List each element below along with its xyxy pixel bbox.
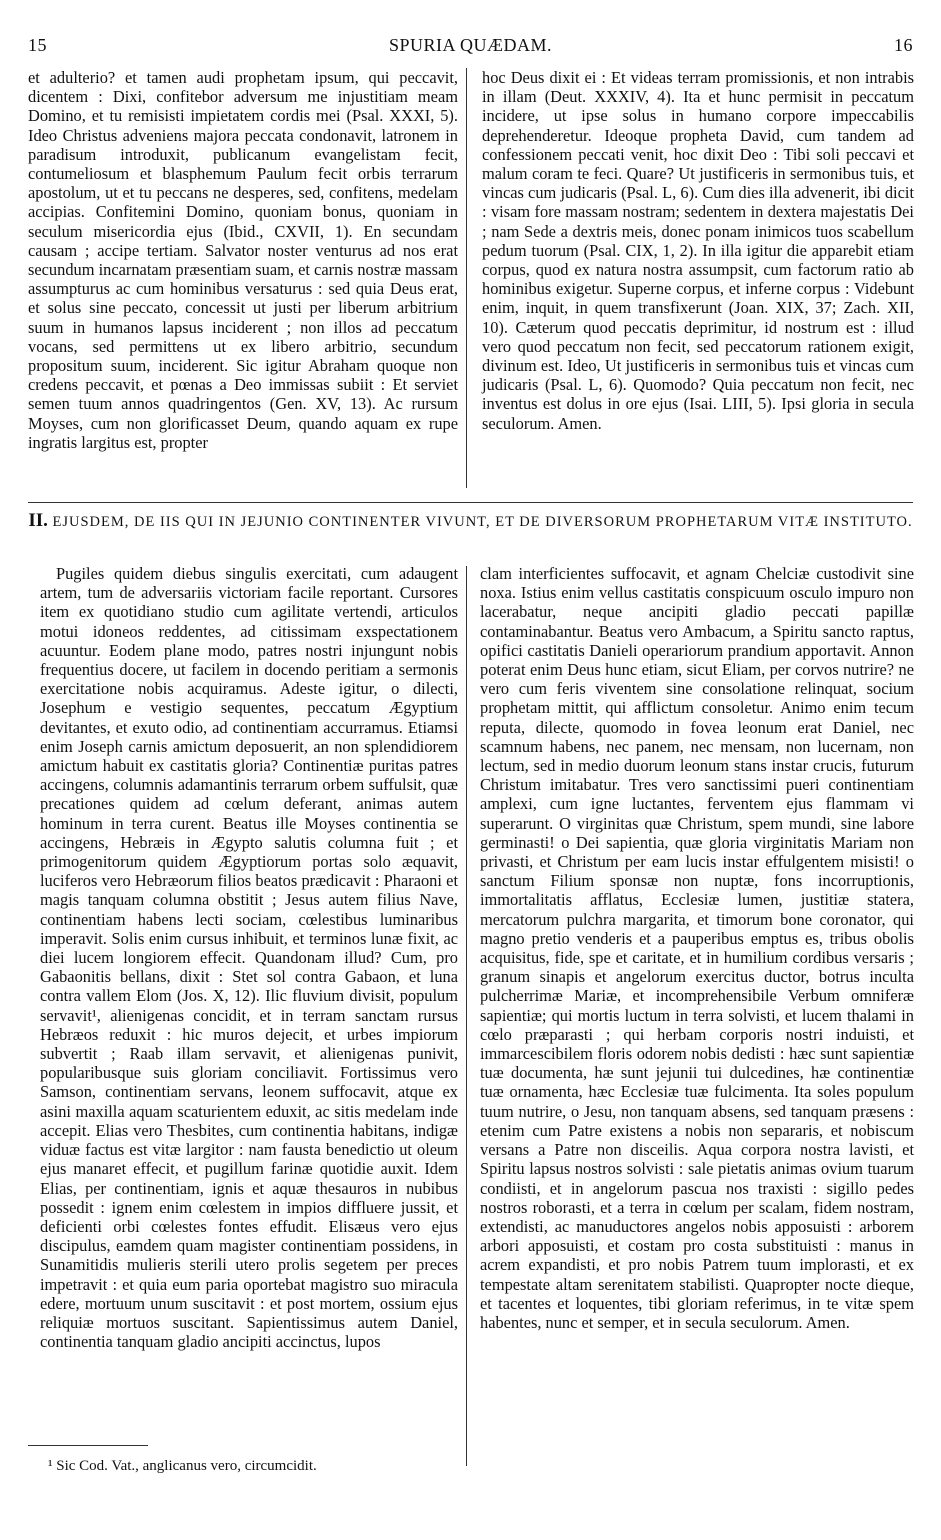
- column-1: [28, 68, 458, 452]
- column-divider-top: [466, 68, 467, 488]
- running-title: SPURIA QUÆDAM.: [388, 35, 553, 55]
- column-1-text: et adulterio? et tamen audi prophetam ipsum, qui peccavit, dicentem : Dixi, confitebor adversum me injustitiam meam Domino, et tu remisisti impietatem cordis mei (Psal. XXXI, 5). Ideo Christus adveniens majora peccata condonavit, latronem in paradisum introduxit, publicanum evangelistam fecit, contumeliosum et blasphemum Paulum fecit orbis terrarum apostolum, ut et tu peccans ne desperes, sed, confitens, medelam accipias. Confitemini Domino, quoniam bonus, quoniam in seculum misericordia ejus (Ibid., CXVII, 1). En secundam causam ; accipe tertiam. Salvator noster venturus ad nos erat secundum incarnatam præsentiam suam, et carnis nostræ massam assumpturus ac cum hominibus versaturus : sed quia Deus erat, et solus sine peccato, concessit ut justi per liberum arbitrium suum in humanos lapsus inciderent ; non illos ad peccatum vocans, sed permittens ut ex libero arbitrio, secundum propositum suum, inciderent. Sic igitur Abraham quoque non credens peccavit, et pœnas a Deo immissas subiit : Et serviet semen tuum annos quadringentos (Gen. XV, 13). Ac rursum Moyses, cum non glorificasset Deum, quando aquam ex rupe ingratis largitus est, propter: [28, 68, 458, 452]
- column-4-text: clam interficientes suffocavit, et agnam Chelciæ custodivit sine noxa. Istius enim vellus castitatis conspicuum osculo impuro non lacerabatur, neque ancipiti gladio peccati papillæ contaminabantur. Beatus vero Ambacum, a Spiritu sancto raptus, opifici castitatis Danieli operariorum prandium apportavit. Annon poterat enim Deus hunc etiam, sicut Eliam, per corvos nutrire? ne vero cum feris viventem sine consolatione relinquat, socium prophetam mittit, qui afflictum consoletur. Animo enim tecum reputa, dilecte, quomodo in fovea leonum erat Daniel, nec scamnum habens, nec panem, nec mensam, non lucernam, non lectum, sed in medio duorum leonum stans instar crucis, futurum Christum imitabatur. Tres vero sanctissimi pueri continentiam amplexi, cum igne luctantes, ferventem ejus flammam vi superarunt. O virginitas quæ Christum, spem mundi, sine labore germinasti! o Dei sapientia, quæ gloria virginitatis Mariam non privasti, et Christum per eam lucis instar effulgentem misisti! o sanctum Filium sponsæ non nuptæ, fons incorruptionis, immortalitatis afflatus, Ecclesiæ lumen, justitiæ statera, mercatorum pulchra margarita, et timorum bone coronator, qui magno pretio venderis et a pauperibus emptus es, tribus obolis acquisitus, fide, spe et caritate, et in humilium cordibus versaris ; granum sinapis et angelorum exercitus ductor, botrus inculta pulcherrimæ Mariæ, et incomprehensibile Verbum omniferæ sapientiæ; qui mortis luctum in terra solvisti, et lucem thalami in cœlo præparasti ; qui herbam corporis nostri induisti, et immarcescibilem floris odorem nobis dedisti : hæc sunt sapientiæ tuæ documenta, hæ sunt jejunii tui dulcedines, hæ continentiæ tuæ ornamenta, hæc Ecclesiæ tuæ fulcimenta. Ita soles populum tuum nutrire, o Jesu, non tanquam absens, sed tanquam præsens : etenim cum Patre existens a nobis non separaris, et nobiscum versans a Patre non disceilis. Aqua corpora nostra lavisti, et Spiritu lapsus nostros solvisti : sale pietatis animas ovium tuarum condiisti, et in angelorum pascua nos traxisti : sigillo pedes nostros roborasti, et a terra in cœlum per scalam, fidem nostram, extendisti, ac manuductores angelos nobis apposuisti : arborem arbori apposuisti, et costam pro costa substituisti : manus in acrem expandisti, et pro nobis Patrem tuum implorasti, et ex tempestate altam serenitatem stabilisti. Quapropter nocte dieque, et tacentes et loquentes, tibi gloriam referimus, in te vitæ spem habentes, nunc et semper, et in secula seculorum. Amen.: [480, 564, 914, 1332]
- section-rule: [28, 502, 913, 503]
- column-divider-bottom: [466, 566, 467, 1466]
- page-number-left: 15: [28, 35, 47, 55]
- page-number-right: 16: [894, 35, 913, 55]
- footnote: ¹ Sic Cod. Vat., anglicanus vero, circumcidit.: [48, 1458, 317, 1474]
- column-2-text: hoc Deus dixit ei : Et videas terram promissionis, et non intrabis in illam (Deut. XXXIV, 4). Ita et hunc permisit in peccatum incidere, ut ipse solus in humano corpore impeccabilis deprehenderetur. Ideoque propheta David, cum tandem ad confessionem peccati venit, hoc dixit Deo : Tibi soli peccavi et malum coram te feci. Quare? Ut justificeris in sermonibus tuis, et vincas cum judicaris (Psal. L, 6). Cum dies illa advenerit, ibi dicit : visam fore massam nostram; sedentem in dextera majestatis Dei ; nam Sede a dextris meis, donec ponam inimicos tuos scabellum pedum tuorum (Psal. CIX, 1, 2). In illa igitur die apparebit etiam corpus, quod ex natura nostra assumpsit, cum factorum ratio ab hominibus exigetur. Superne corpus, et inferne corpus : Videbunt enim, inquit, in quem transfixerunt (Joan. XIX, 37; Zach. XII, 10). Cæterum quod peccatis deprimitur, id nostrum est : illud vero quod peccatum non fecit, sed peccatorum rationem exigit, divinum est. Ideo, Ut justificeris in sermonibus tuis et vincas cum judicaris (Psal. L, 6). Quomodo? Quia peccatum non fecit, nec inventus est dolus in ore ejus (Isai. LIII, 5). Ipsi gloria in secula seculorum. Amen.: [482, 68, 914, 433]
- section-number: II.: [28, 510, 48, 531]
- column-3-text: Pugiles quidem diebus singulis exercitati, cum adaugent artem, tum de adversariis victoriam facile reportant. Cursores item ex quotidiano studio cum agilitate vertendi, articulos motui idoneos reddentes, ad citissimam exspectationem acuuntur. Eodem plane modo, patres nostri injungunt nobis frequentius docere, ut facilem in docendo peritiam a sermonis exercitatione nobis acquiramus. Adeste igitur, o dilecti, Josephum e vestigio sequentes, peccatum Ægyptium devitantes, et exuto odio, ad continentiam accurramus. Etiamsi enim Joseph carnis amictum deposuerit, an non splendidiorem amictum habuit ex castitatis gloria? Continentiæ puritas patres accingens, columnis adamantinis terrarum orbem suffulsit, quæ precationes quidem ad cœlum deferant, animas autem hominum in terra curent. Beatus ille Moyses continentia se accingens, Hebræis in Ægypto salutis columna fuit ; et primogenitorum quidem Ægyptiorum portas solo æquavit, luciferos vero Hebræorum filios beatos prædicavit : Pharaoni et magis tanquam columna obstitit ; Jesus autem filius Nave, continentiam habens lecti sociam, cœlestibus luminaribus imperavit. Solis enim cursus inhibuit, et terminos lunæ fixit, ac diei lucem longiorem effecit. Quandonam illud? Cum, pro Gabaonitis bellans, dixit : Stet sol contra Gabaon, et luna contra vallem Elom (Jos. X, 12). Ilic fluvium divisit, populum servavit¹, alienigenas concidit, et in terram sanctam rursus Hebræos reduxit : hic muros dejecit, et urbes impiorum subvertit ; Raab illam servavit, et alienigenas punivit, popularibusque suis gloriam conciliavit. Fortissimus vero Samson, continentiam servans, leonem suffocavit, atque ex asini maxilla aquam scaturientem eduxit, ac sitis medelam inde accepit. Elias vero Thesbites, cum continentia habitans, indigæ viduæ factus est vitæ largitor : nam fausta benedictio ut oleum ejus manaret effecit, et pugillum farinæ quotidie auxit. Idem Elias, per continentiam, ignis et aquæ thesauros in nubibus possedit : ignem enim cœlestem in impios diffluere jussit, et deficienti orbi cœlestes fontes effudit. Elisæus vero ejus discipulus, eamdem quam magister continentiam possidens, in Sunamitidis mulieris sterili utero prolis segetem per preces impetravit : et quia eum paria oportebat magistro suo miracula edere, mortuum unum suscitavit : et post mortem, ossium ejus reliquiæ mortuos suscitant. Sapientissimus autem Daniel, continentia tanquam gladio ancipiti accinctus, lupos: [40, 564, 458, 1352]
- column-2: [482, 68, 914, 433]
- footnote-rule: [28, 1445, 148, 1446]
- column-4: [480, 564, 914, 1332]
- running-header: [28, 35, 913, 59]
- column-3: [40, 564, 458, 1351]
- section-title: EJUSDEM, DE IIS QUI IN JEJUNIO CONTINENTER VIVUNT, ET DE DIVERSORUM PROPHETARUM VITÆ INSTITUTO.: [52, 514, 913, 530]
- section-heading: [28, 510, 913, 533]
